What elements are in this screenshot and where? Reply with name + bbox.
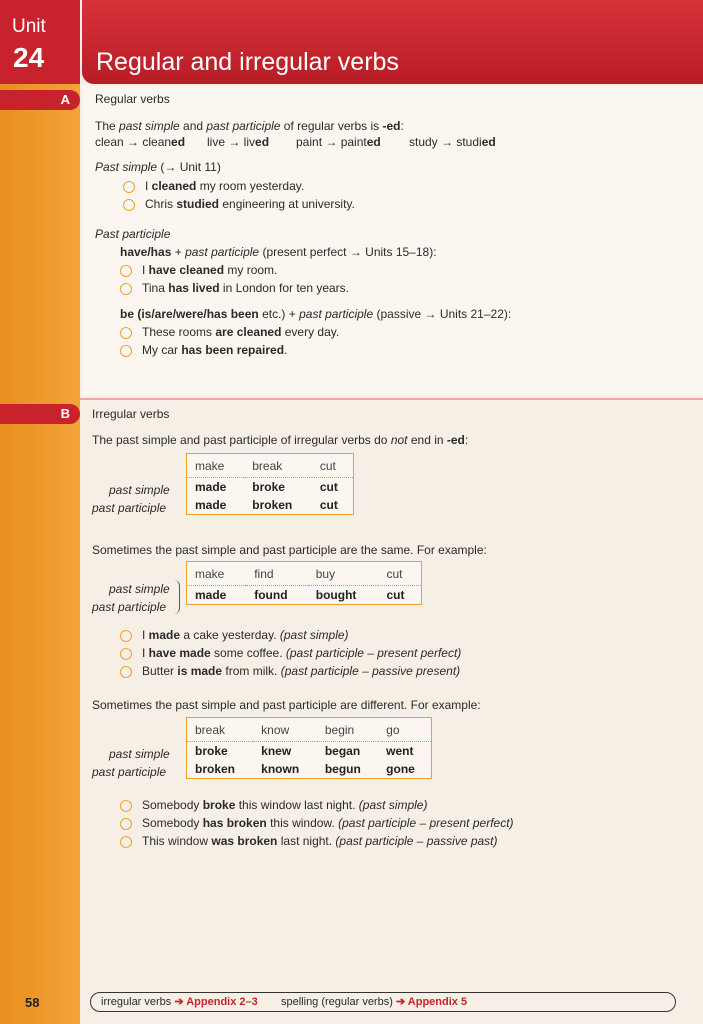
table-cell: break [187, 718, 254, 742]
bullet-icon [120, 345, 132, 357]
table-cell: found [254, 588, 288, 602]
table-cell: go [378, 718, 431, 742]
unit-number: 24 [13, 42, 45, 73]
pp-rule-present-perfect: have/has + past participle (present perfect → Units 15–18): [120, 245, 437, 259]
regular-intro: The past simple and past participle of regular verbs is -ed: [95, 119, 404, 133]
verb-table [186, 717, 432, 779]
example-sentence: I have cleaned my room. [142, 263, 278, 277]
bullet-icon [123, 199, 135, 211]
table-cell: went [386, 744, 414, 758]
table-cell: break [244, 454, 312, 478]
table-cell: cut [386, 588, 405, 602]
bullet-icon [120, 265, 132, 277]
bullet-icon [120, 800, 132, 812]
table-cell: cut [319, 480, 338, 494]
appendix-reference-spelling[interactable]: spelling (regular verbs) ➔ Appendix 5 [281, 996, 468, 1008]
table-cell: knew [261, 744, 292, 758]
table-cell: make [187, 562, 247, 586]
table-cell: buy [308, 562, 379, 586]
table-cell: broke [252, 480, 285, 494]
row-label-past-simple: past simple [109, 747, 170, 761]
section-b-heading: Irregular verbs [92, 407, 170, 421]
bullet-icon [123, 181, 135, 193]
bullet-icon [120, 283, 132, 295]
example-sentence: These rooms are cleaned every day. [142, 325, 340, 339]
example-sentence: I cleaned my room yesterday. [145, 179, 305, 193]
example-sentence: I made a cake yesterday. (past simple) [142, 628, 349, 642]
section-b-letter: B [60, 406, 70, 421]
table-cell: know [253, 718, 317, 742]
table-cell: cut [319, 498, 338, 512]
same-forms-intro: Sometimes the past simple and past participle are the same. For example: [92, 543, 487, 557]
different-forms-intro: Sometimes the past simple and past participle are different. For example: [92, 698, 481, 712]
table-cell: bought [315, 588, 357, 602]
verb-table [186, 561, 422, 605]
example-sentence: Butter is made from milk. (past participle – passive present) [142, 664, 461, 678]
regular-example: live → lived [207, 135, 270, 149]
regular-example: clean → cleaned [95, 135, 186, 149]
row-label-past-participle: past participle [92, 501, 167, 515]
row-label-past-simple: past simple [109, 582, 170, 596]
table-cell: began [324, 744, 361, 758]
past-participle-subheading: Past participle [95, 227, 171, 241]
example-sentence: Tina has lived in London for ten years. [142, 281, 350, 295]
table-cell: cut [378, 562, 421, 586]
brace-icon [173, 580, 180, 614]
table-cell: cut [312, 454, 354, 478]
past-simple-subheading: Past simple (→ Unit 11) [95, 160, 221, 174]
example-sentence: Somebody has broken this window. (past participle – present perfect) [142, 816, 514, 830]
table-cell: find [246, 562, 308, 586]
regular-example: study → studied [409, 135, 496, 149]
bullet-icon [120, 818, 132, 830]
row-label-past-participle: past participle [92, 765, 167, 779]
cross-reference-bar [90, 992, 676, 1012]
irregular-intro: The past simple and past participle of irregular verbs do not end in -ed: [92, 433, 469, 447]
section-a-tab [0, 90, 80, 110]
table-cell: make [187, 454, 245, 478]
verb-table [186, 453, 354, 515]
bullet-icon [120, 327, 132, 339]
table-cell: broken [252, 498, 293, 512]
bullet-icon [120, 630, 132, 642]
example-sentence: I have made some coffee. (past participle – present perfect) [142, 646, 462, 660]
bullet-icon [120, 836, 132, 848]
section-a-heading: Regular verbs [95, 92, 170, 106]
section-divider [80, 398, 703, 400]
sidebar [0, 0, 80, 1024]
table-cell: begun [324, 762, 361, 776]
table-cell: begin [317, 718, 378, 742]
table-cell: made [195, 498, 227, 512]
pp-rule-passive: be (is/are/were/has been etc.) + past participle (passive → Units 21–22): [120, 307, 512, 321]
table-cell: made [195, 480, 227, 494]
row-label-past-simple: past simple [109, 483, 170, 497]
bullet-icon [120, 666, 132, 678]
unit-word: Unit [12, 16, 46, 37]
appendix-reference-irregular[interactable]: irregular verbs ➔ Appendix 2–3 [101, 996, 258, 1008]
example-sentence: This window was broken last night. (past participle – passive past) [142, 834, 498, 848]
table-cell: made [195, 588, 227, 602]
section-a-letter: A [60, 92, 70, 107]
unit-box [0, 0, 80, 84]
section-b-tab [0, 404, 80, 424]
regular-example: paint → painted [296, 135, 381, 149]
bullet-icon [120, 648, 132, 660]
table-cell: known [261, 762, 300, 776]
example-sentence: Somebody broke this window last night. (past simple) [142, 798, 428, 812]
row-label-past-participle: past participle [92, 600, 167, 614]
page-title: Regular and irregular verbs [96, 48, 399, 76]
example-sentence: My car has been repaired. [142, 343, 288, 357]
page-number: 58 [25, 995, 40, 1010]
table-cell: broke [195, 744, 228, 758]
table-cell: broken [195, 762, 236, 776]
table-cell: gone [386, 762, 415, 776]
example-sentence: Chris studied engineering at university. [145, 197, 355, 211]
title-bar [82, 0, 703, 84]
